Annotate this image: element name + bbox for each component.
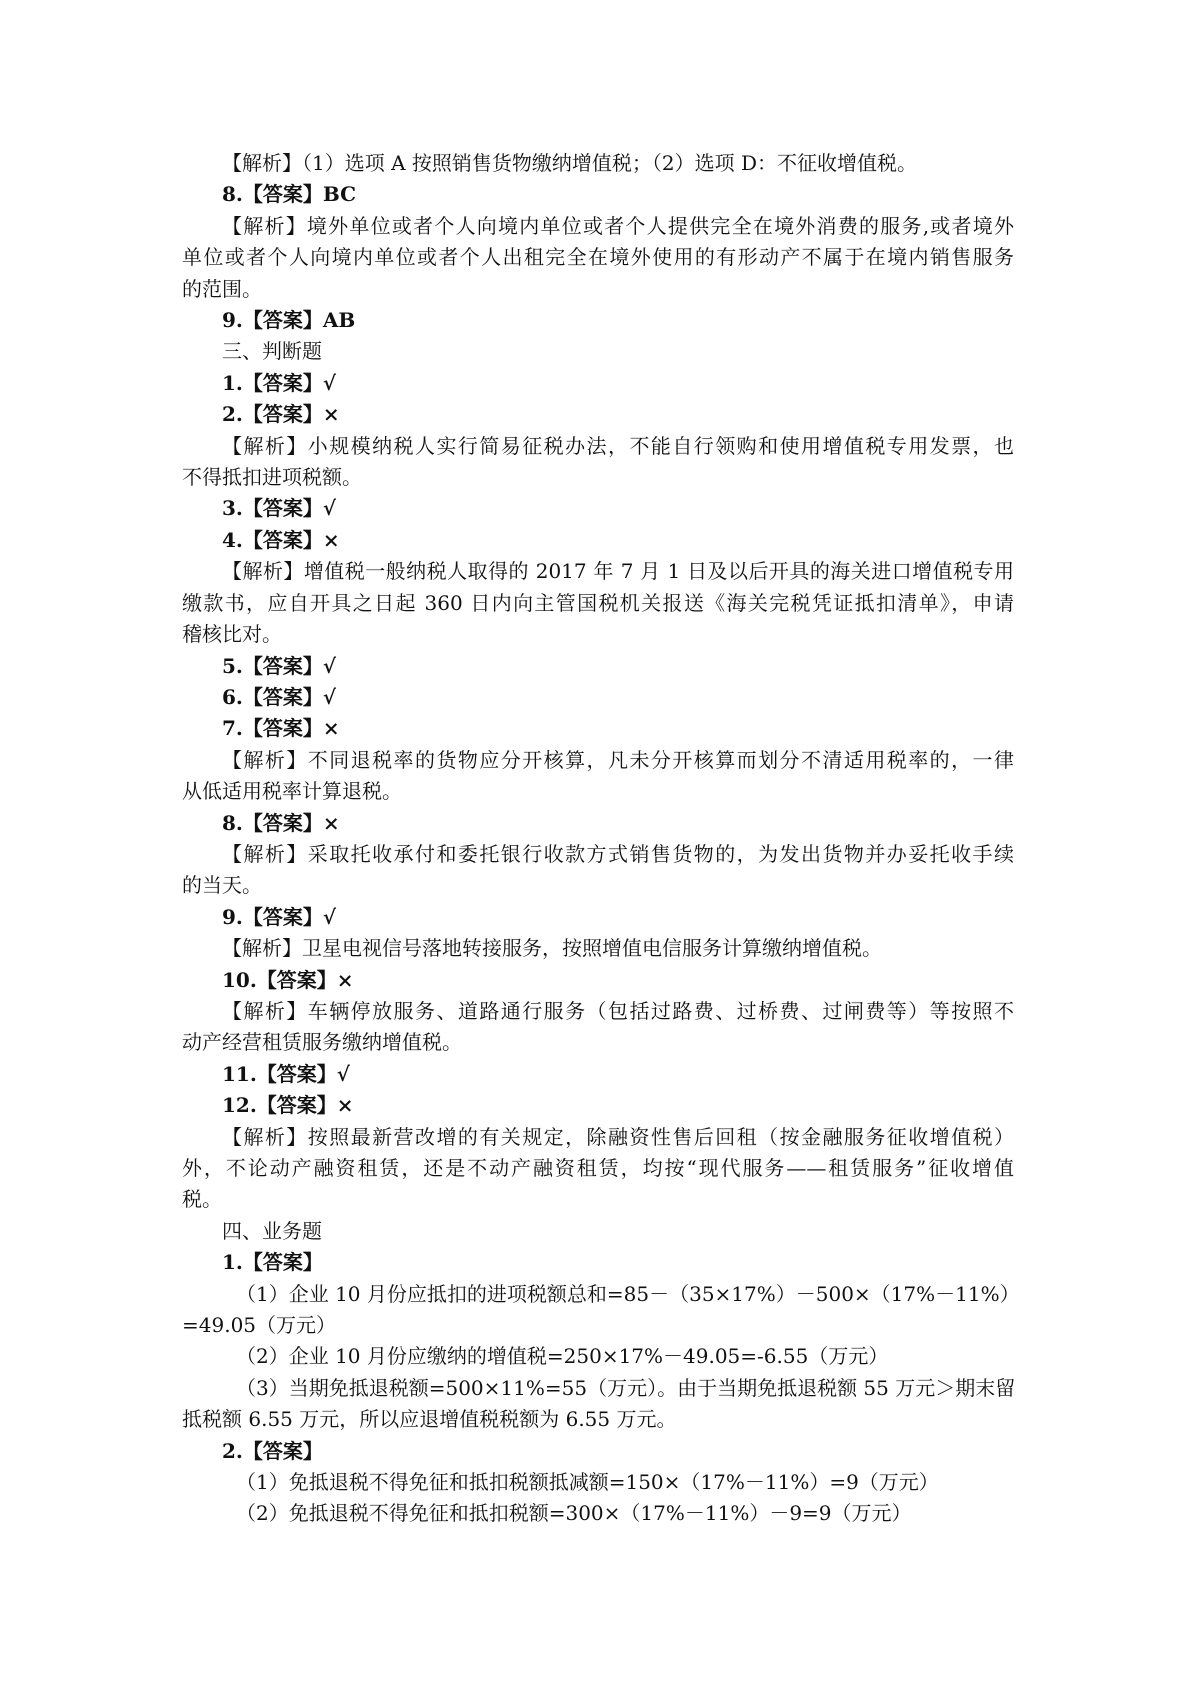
text-line: 2.【答案】: [222, 1438, 323, 1463]
text-line: =49.05（万元）: [182, 1313, 337, 1338]
text-line: 从低适用税率计算退税。: [182, 779, 402, 804]
document-body: [182, 148, 1020, 1530]
text-line: 动产经营租赁服务缴纳增值税。: [182, 1030, 462, 1055]
text-line: （2）企业 10 月份应缴纳的增值税=250×17%－49.05=-6.55（万元）: [236, 1344, 889, 1369]
text-line: 的范围。: [182, 276, 262, 301]
text-line: 9.【答案】√: [222, 904, 337, 929]
text-line: 11.【答案】√: [222, 1061, 350, 1086]
text-line: 外，不论动产融资租赁，还是不动产融资租赁，均按“现代服务——租赁服务”征收增值: [182, 1156, 1014, 1180]
text-line: 3.【答案】√: [222, 496, 337, 521]
text-line: 税。: [182, 1187, 222, 1212]
text-line: 1.【答案】: [222, 1250, 323, 1275]
text-line: 8.【答案】BC: [222, 182, 357, 207]
text-line: 8.【答案】×: [222, 810, 340, 835]
text-line: 12.【答案】×: [222, 1093, 354, 1118]
text-line: 6.【答案】√: [222, 684, 337, 709]
text-line: 缴款书，应自开具之日起 360 日内向主管国税机关报送《海关完税凭证抵扣清单》，申请: [182, 590, 1014, 615]
text-line: （1）免抵退税不得免征和抵扣税额抵减额=150×（17%－11%）=9（万元）: [236, 1470, 939, 1495]
text-line: 【解析】小规模纳税人实行简易征税办法，不能自行领购和使用增值税专用发票，也: [222, 433, 1014, 458]
text-line: 【解析】车辆停放服务、道路通行服务（包括过路费、过桥费、过闸费等）等按照不: [222, 998, 1014, 1023]
text-line: 【解析】不同退税率的货物应分开核算，凡未分开核算而划分不清适用税率的，一律: [222, 747, 1014, 772]
text-line: 四、业务题: [222, 1218, 322, 1243]
text-line: 稽核比对。: [182, 622, 282, 647]
text-line: 【解析】境外单位或者个人向境内单位或者个人提供完全在境外消费的服务,或者境外: [222, 213, 1014, 238]
text-line: 2.【答案】×: [222, 402, 340, 427]
text-line: 单位或者个人向境内单位或者个人出租完全在境外使用的有形动产不属于在境内销售服务: [182, 245, 1014, 270]
text-line: 不得抵扣进项税额。: [182, 465, 362, 490]
text-line: 抵税额 6.55 万元，所以应退增值税税额为 6.55 万元。: [182, 1407, 677, 1432]
text-line: 的当天。: [182, 873, 262, 898]
text-line: 4.【答案】×: [222, 527, 340, 552]
text-line: 三、判断题: [222, 339, 322, 364]
text-line: 10.【答案】×: [222, 967, 354, 992]
text-line: 【解析】采取托收承付和委托银行收款方式销售货物的，为发出货物并办妥托收手续: [222, 841, 1014, 866]
text-line: 【解析】卫星电视信号落地转接服务，按照增值电信服务计算缴纳增值税。: [222, 936, 882, 961]
text-line: （2）免抵退税不得免征和抵扣税额=300×（17%－11%）－9=9（万元）: [236, 1501, 912, 1526]
text-line: 【解析】增值税一般纳税人取得的 2017 年 7 月 1 日及以后开具的海关进口增值税专用: [222, 559, 1014, 584]
text-line: 1.【答案】√: [222, 370, 337, 395]
text-line: 【解析】（1）选项 A 按照销售货物缴纳增值税；（2）选项 D：不征收增值税。: [222, 151, 917, 175]
text-line: 【解析】按照最新营改增的有关规定，除融资性售后回租（按金融服务征收增值税）: [222, 1124, 1014, 1149]
text-line: 5.【答案】√: [222, 653, 337, 678]
text-line: （1）企业 10 月份应抵扣的进项税额总和=85－（35×17%）－500×（17%－11%）: [236, 1281, 1020, 1306]
text-line: 9.【答案】AB: [222, 308, 356, 333]
text-line: （3）当期免抵退税额=500×11%=55（万元）。由于当期免抵退税额 55 万元＞期末留: [236, 1375, 1016, 1400]
text-line: 7.【答案】×: [222, 716, 340, 741]
